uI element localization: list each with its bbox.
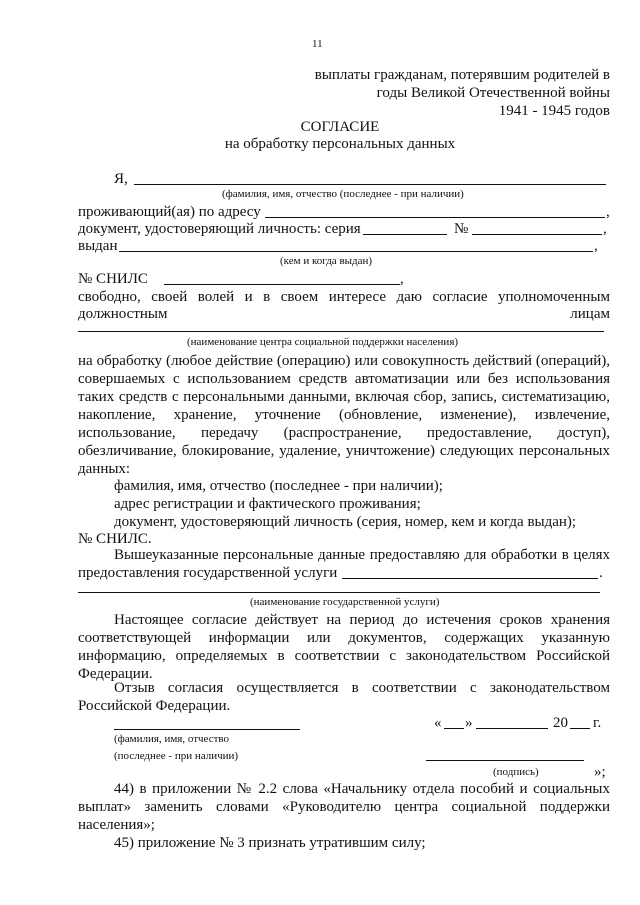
validity-line-4: Федерации.	[78, 666, 153, 682]
date-open-quote: «	[434, 715, 442, 731]
doc-label: документ, удостоверяющий личность: серия	[78, 221, 361, 237]
purpose-line-2: предоставления государственной услуги	[78, 565, 338, 581]
list-item: фамилия, имя, отчество (последнее - при наличии);	[114, 478, 443, 494]
validity-line-1: Настоящее согласие действует на период до истечения сроков хранения	[114, 612, 610, 628]
fio-line[interactable]	[134, 184, 606, 185]
header-line-1: выплаты гражданам, потерявшим родителей в	[314, 67, 610, 83]
body-line-3: таких средств с персональными данными, включая сбор, запись, систематизацию,	[78, 389, 610, 405]
list-item: документ, удостоверяющий личность (серия, номер, кем и когда выдан);	[114, 514, 577, 530]
service-line-1[interactable]	[342, 578, 598, 579]
document-subtitle: на обработку персональных данных	[224, 136, 456, 152]
amendment-line-1: 44) в приложении № 2.2 слова «Начальнику отдела пособий и социальных	[114, 781, 610, 797]
snils-label: № СНИЛС	[78, 271, 148, 287]
sign-caption-1: (фамилия, имя, отчество	[114, 733, 230, 745]
body-line-4: накопление, хранение, уточнение (обновление, изменение), извлечение,	[78, 407, 610, 423]
service-caption: (наименование государственной услуги)	[250, 596, 440, 608]
center-caption: (наименование центра социальной поддержки населения)	[187, 336, 459, 348]
date-month-line[interactable]	[476, 728, 548, 729]
amendment-line-3: населения»;	[78, 817, 155, 833]
issued-line[interactable]	[119, 251, 593, 252]
center-line[interactable]	[78, 331, 604, 332]
purpose-line-1: Вышеуказанные персональные данные предоставляю для обработки в целях	[114, 547, 610, 563]
name-signature-line[interactable]	[114, 729, 300, 730]
issued-caption: (кем и когда выдан)	[280, 255, 373, 267]
date-close-quote: »	[465, 715, 473, 731]
i-label: Я,	[114, 171, 128, 187]
consent-line-2-left: должностным	[78, 306, 168, 322]
consent-line-2-right: лицам	[570, 306, 610, 322]
list-item: № СНИЛС.	[78, 531, 152, 547]
validity-line-3: информацию, определяемых в соответствии с законодательством Российской	[78, 648, 610, 664]
document-title: СОГЛАСИЕ	[300, 119, 380, 135]
body-line-7: данных:	[78, 461, 131, 477]
date-year-line[interactable]	[570, 728, 590, 729]
closing-quote: »;	[594, 764, 606, 780]
header-line-2: годы Великой Отечественной войны	[376, 85, 610, 101]
address-label: проживающий(ая) по адресу	[78, 204, 261, 220]
sign-caption-2: (последнее - при наличии)	[114, 750, 239, 762]
page-number: 11	[312, 38, 323, 50]
header-line-3: 1941 - 1945 годов	[498, 103, 610, 119]
body-line-5: использование, передачу (распространение, предоставление, доступ),	[78, 425, 610, 441]
amendment-line-4: 45) приложение № 3 признать утратившим силу;	[114, 835, 426, 851]
signature-caption: (подпись)	[493, 766, 539, 778]
issued-label: выдан	[78, 238, 118, 254]
list-item: адрес регистрации и фактического проживания;	[114, 496, 421, 512]
address-line[interactable]	[265, 217, 605, 218]
body-line-1: на обработку (любое действие (операцию) или совокупность действий (операций),	[78, 353, 610, 369]
revoke-line-1: Отзыв согласия осуществляется в соответствии с законодательством	[114, 680, 610, 696]
service-line-2[interactable]	[78, 592, 600, 593]
snils-line[interactable]	[164, 284, 400, 285]
doc-number-label: №	[454, 221, 469, 237]
signature-line[interactable]	[426, 760, 584, 761]
validity-line-2: соответствующей информации или документов, содержащих указанную	[78, 630, 610, 646]
consent-line-1: свободно, своей волей и в своем интересе даю согласие уполномоченным	[78, 289, 610, 305]
date-day-line[interactable]	[444, 728, 464, 729]
amendment-line-2: выплат» заменить словами «Руководителю центра социальной поддержки	[78, 799, 610, 815]
doc-series-line[interactable]	[363, 234, 447, 235]
body-line-6: обезличивание, блокирование, удаление, уничтожение) следующих персональных	[78, 443, 610, 459]
date-suffix: г.	[593, 715, 602, 731]
revoke-line-2: Российской Федерации.	[78, 698, 231, 714]
doc-number-line[interactable]	[472, 234, 602, 235]
body-line-2: совершаемых с использованием средств автоматизации или без использования	[78, 371, 610, 387]
fio-caption: (фамилия, имя, отчество (последнее - при наличии)	[222, 188, 464, 200]
date-year-prefix: 20	[553, 715, 568, 731]
